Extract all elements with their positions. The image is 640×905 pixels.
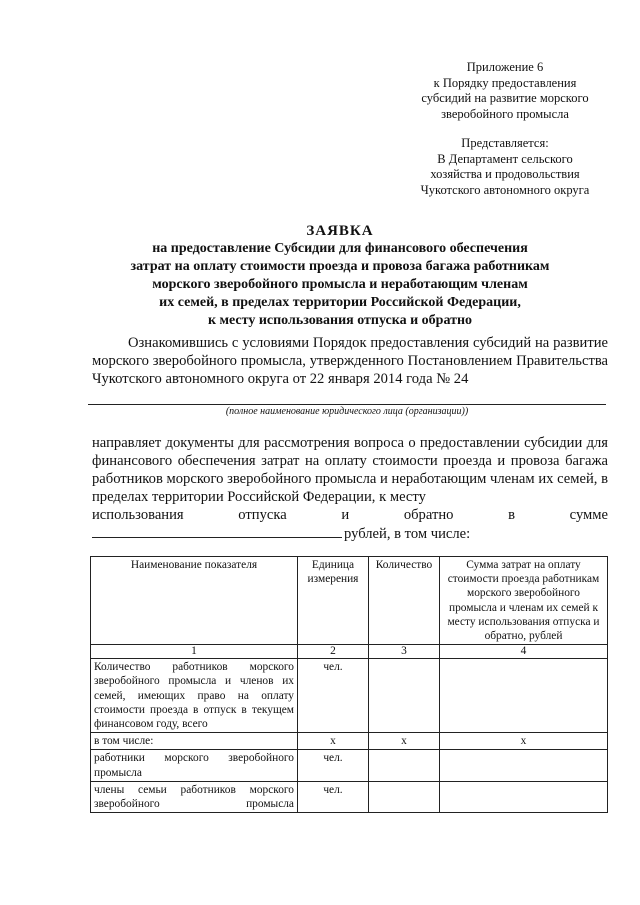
title-main: ЗАЯВКА bbox=[306, 223, 374, 239]
table-header-row bbox=[91, 557, 608, 645]
request-spread-line bbox=[92, 506, 608, 524]
addressee-line: В Департамент сельского bbox=[437, 151, 573, 166]
row-quantity-cell[interactable] bbox=[369, 750, 440, 781]
table-row bbox=[91, 781, 608, 812]
annex-line: зверобойного промысла bbox=[441, 106, 569, 121]
row-quantity-cell[interactable] bbox=[369, 659, 440, 733]
indicators-table bbox=[90, 556, 608, 813]
spread-word: сумме bbox=[569, 507, 608, 523]
row-unit: чел. bbox=[298, 781, 369, 812]
header-sum: Сумма затрат на оплату стоимости проезда работникам морского зверобойного промысла и членам их семей к месту использования отпуска и обратно, рублей bbox=[440, 557, 608, 645]
intro-paragraph: Ознакомившись с условиями Порядок предоставления субсидий на развитие морского зверобойного промысла, утвержденного Постановлением Правительства Чукотского автономного округа от 22 января 2014 года № 24 bbox=[92, 335, 608, 387]
column-number: 4 bbox=[440, 645, 608, 659]
column-number: 3 bbox=[369, 645, 440, 659]
row-sum-cell[interactable] bbox=[440, 659, 608, 733]
annex-line: к Порядку предоставления bbox=[433, 75, 577, 90]
row-sum-cell[interactable] bbox=[440, 781, 608, 812]
row-unit: x bbox=[298, 733, 369, 750]
spread-word: обратно bbox=[403, 507, 454, 523]
amount-tail: рублей, в том числе: bbox=[344, 526, 471, 542]
row-sum-cell: x bbox=[440, 733, 608, 750]
header-unit: Единица измерения bbox=[298, 557, 369, 645]
table-row bbox=[91, 659, 608, 733]
addressee-block bbox=[400, 136, 610, 198]
table-number-row bbox=[91, 645, 608, 659]
row-sum-cell[interactable] bbox=[440, 750, 608, 781]
document-title bbox=[60, 222, 620, 330]
row-unit: чел. bbox=[298, 659, 369, 733]
spread-word: в bbox=[508, 507, 515, 523]
title-line: к месту использования отпуска и обратно bbox=[207, 313, 473, 328]
table-row bbox=[91, 750, 608, 781]
organization-name-caption: (полное наименование юридического лица (организации)) bbox=[225, 406, 469, 417]
request-paragraph bbox=[92, 434, 608, 543]
spread-word: отпуска bbox=[238, 507, 287, 523]
header-indicator: Наименование показателя bbox=[91, 557, 298, 645]
spread-word: использования bbox=[92, 507, 184, 523]
row-name: члены семьи работников морского зверобойного промысла bbox=[91, 781, 298, 812]
row-unit: чел. bbox=[298, 750, 369, 781]
addressee-line: Чукотского автономного округа bbox=[420, 182, 590, 197]
title-line: их семей, в пределах территории Российской Федерации, bbox=[159, 295, 521, 310]
header-quantity: Количество bbox=[369, 557, 440, 645]
title-line: на предоставление Субсидии для финансового обеспечения bbox=[152, 241, 528, 256]
spread-word: и bbox=[341, 507, 350, 523]
column-number: 2 bbox=[298, 645, 369, 659]
amount-field[interactable] bbox=[92, 524, 342, 538]
addressee-line: Представляется: bbox=[461, 136, 549, 150]
organization-name-field[interactable] bbox=[88, 404, 606, 405]
row-quantity-cell[interactable] bbox=[369, 781, 440, 812]
row-quantity-cell: x bbox=[369, 733, 440, 750]
table-row bbox=[91, 733, 608, 750]
row-name: в том числе: bbox=[91, 733, 298, 750]
annex-line: Приложение 6 bbox=[466, 60, 544, 74]
column-number: 1 bbox=[91, 645, 298, 659]
addressee-line: хозяйства и продовольствия bbox=[430, 167, 580, 181]
row-name: Количество работников морского зверобойного промысла и членов их семей, имеющих право на оплату стоимости проезда в отпуск в текущем финансовом году, всего bbox=[91, 659, 298, 733]
request-text: направляет документы для рассмотрения вопроса о предоставлении субсидии для финансового обеспечения затрат на оплату стоимости проезда и провоза багажа работников морского зверобойного промысла и неработающим членам их семей, в пределах территории Российской Федерации, к месту bbox=[92, 435, 608, 505]
annex-line: субсидий на развитие морского bbox=[421, 91, 589, 105]
row-name: работники морского зверобойного промысла bbox=[91, 750, 298, 781]
annex-reference bbox=[400, 60, 610, 122]
amount-line bbox=[92, 524, 608, 543]
title-line: морского зверобойного промысла и неработающим членам bbox=[152, 277, 528, 292]
title-line: затрат на оплату стоимости проезда и провоза багажа работникам bbox=[130, 259, 550, 274]
